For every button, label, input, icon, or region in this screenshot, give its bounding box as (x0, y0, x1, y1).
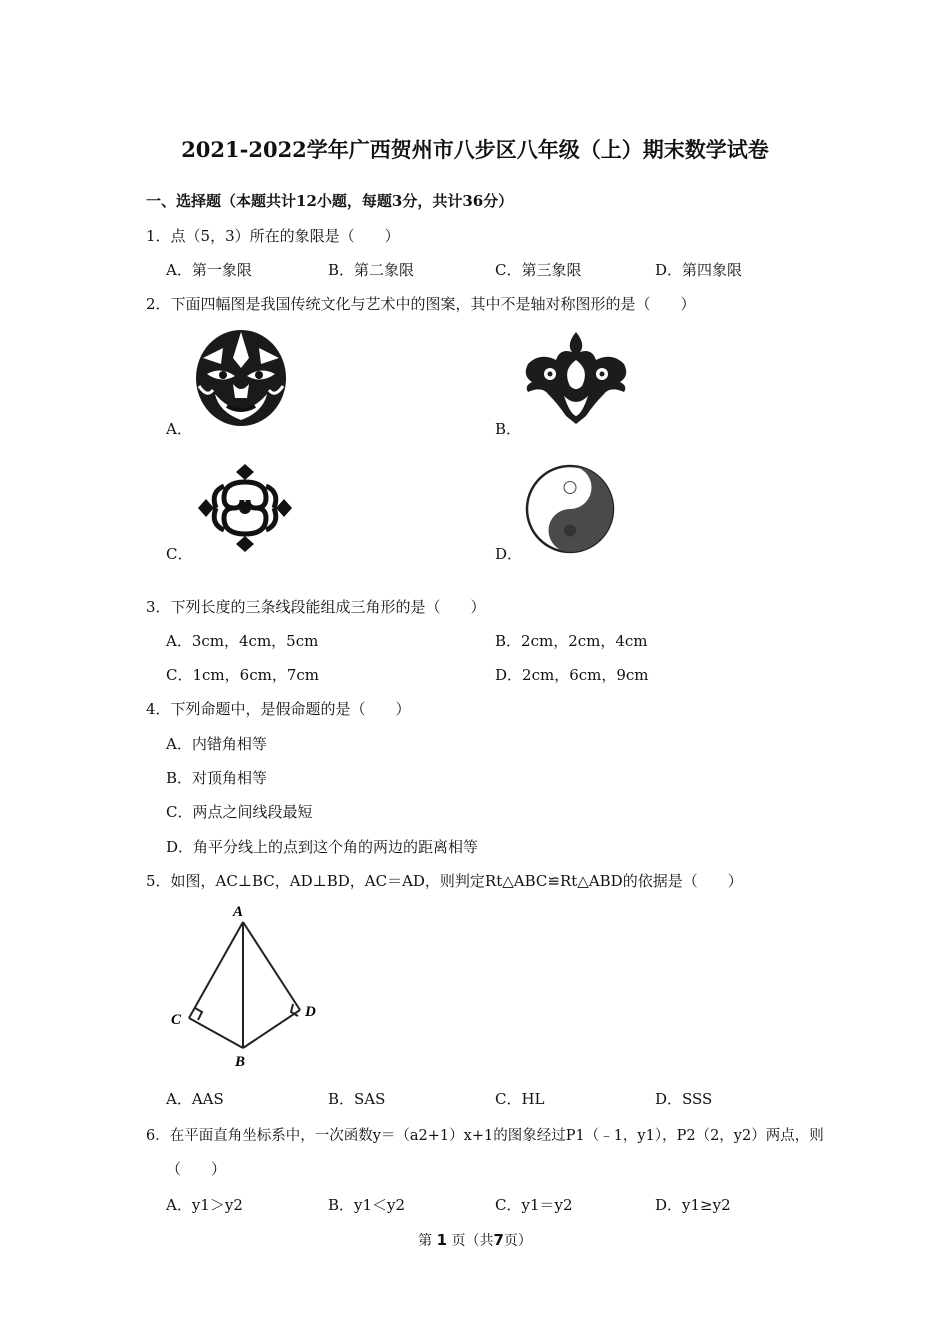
question-6-option-b: B．y1＜y2 (328, 1196, 406, 1214)
question-1-stem: 1．点（5，3）所在的象限是（ ） (146, 227, 400, 245)
ornament-pattern-icon (520, 330, 632, 426)
footer-suffix: 页） (503, 1233, 532, 1249)
question-1-option-a: A．第一象限 (166, 261, 252, 279)
question-5-option-a: A．AAS (166, 1090, 224, 1108)
exam-title: 2021-2022学年广西贺州市八步区八年级（上）期末数学试卷 (181, 137, 769, 162)
vertex-label-a: A (233, 904, 244, 920)
question-6-stem: 6．在平面直角坐标系中，一次函数y＝（a2+1）x+1的图象经过P1（﹣1，y1），P2（2，y2）两点，则 (146, 1128, 824, 1144)
cloud-knot-pattern-icon (196, 462, 294, 554)
question-4-option-c: C．两点之间线段最短 (166, 803, 313, 821)
question-6-option-c: C．y1＝y2 (495, 1196, 573, 1214)
question-2-stem: 2．下面四幅图是我国传统文化与艺术中的图案，其中不是轴对称图形的是（ ） (146, 295, 696, 313)
total-pages: 7 (493, 1231, 504, 1249)
question-1-option-d: D．第四象限 (655, 261, 743, 279)
question-5-option-c: C．HL (495, 1090, 545, 1108)
question-4-option-b: B．对顶角相等 (166, 769, 268, 787)
question-3-stem: 3．下列长度的三条线段能组成三角形的是（ ） (146, 598, 486, 616)
question-5-option-d: D．SSS (655, 1090, 713, 1108)
question-6-stem-bracket: （ ） (166, 1160, 227, 1178)
question-2-option-c: C． (166, 545, 193, 563)
opera-mask-icon (193, 328, 289, 428)
section-heading: 一、选择题（本题共计12小题，每题3分，共计36分） (146, 192, 514, 210)
footer-prefix: 第 (418, 1233, 433, 1249)
question-4-stem: 4．下列命题中，是假命题的是（ ） (146, 700, 411, 718)
question-5-stem: 5．如图，AC⊥BC，AD⊥BD，AC＝AD，则判定Rt△ABC≌Rt△ABD的依据是（ ） (146, 872, 743, 890)
page-number: 1 (436, 1231, 447, 1249)
footer-middle: 页（共 (451, 1233, 494, 1249)
vertex-label-c: C (171, 1012, 182, 1028)
question-5-option-b: B．SAS (328, 1090, 386, 1108)
question-6-option-a: A．y1＞y2 (166, 1196, 243, 1214)
question-2-option-a: A． (166, 420, 192, 438)
question-3-option-b: B．2cm，2cm，4cm (495, 632, 648, 650)
question-3-option-c: C．1cm，6cm，7cm (166, 666, 319, 684)
question-3-option-d: D．2cm，6cm，9cm (495, 666, 649, 684)
page-footer (0, 1230, 950, 1250)
question-1-option-c: C．第三象限 (495, 261, 582, 279)
vertex-label-b: B (235, 1054, 246, 1070)
triangle-figure (165, 900, 325, 1072)
question-4-option-a: A．内错角相等 (166, 735, 267, 753)
question-1-option-b: B．第二象限 (328, 261, 415, 279)
question-2-option-b: B． (495, 420, 522, 438)
question-3-option-a: A．3cm，4cm，5cm (166, 632, 319, 650)
taiji-icon (524, 464, 616, 554)
question-6-option-d: D．y1≥y2 (655, 1196, 731, 1214)
vertex-label-d: D (305, 1004, 316, 1020)
question-4-option-d: D．角平分线上的点到这个角的两边的距离相等 (166, 838, 479, 856)
question-2-option-d: D． (495, 545, 523, 563)
